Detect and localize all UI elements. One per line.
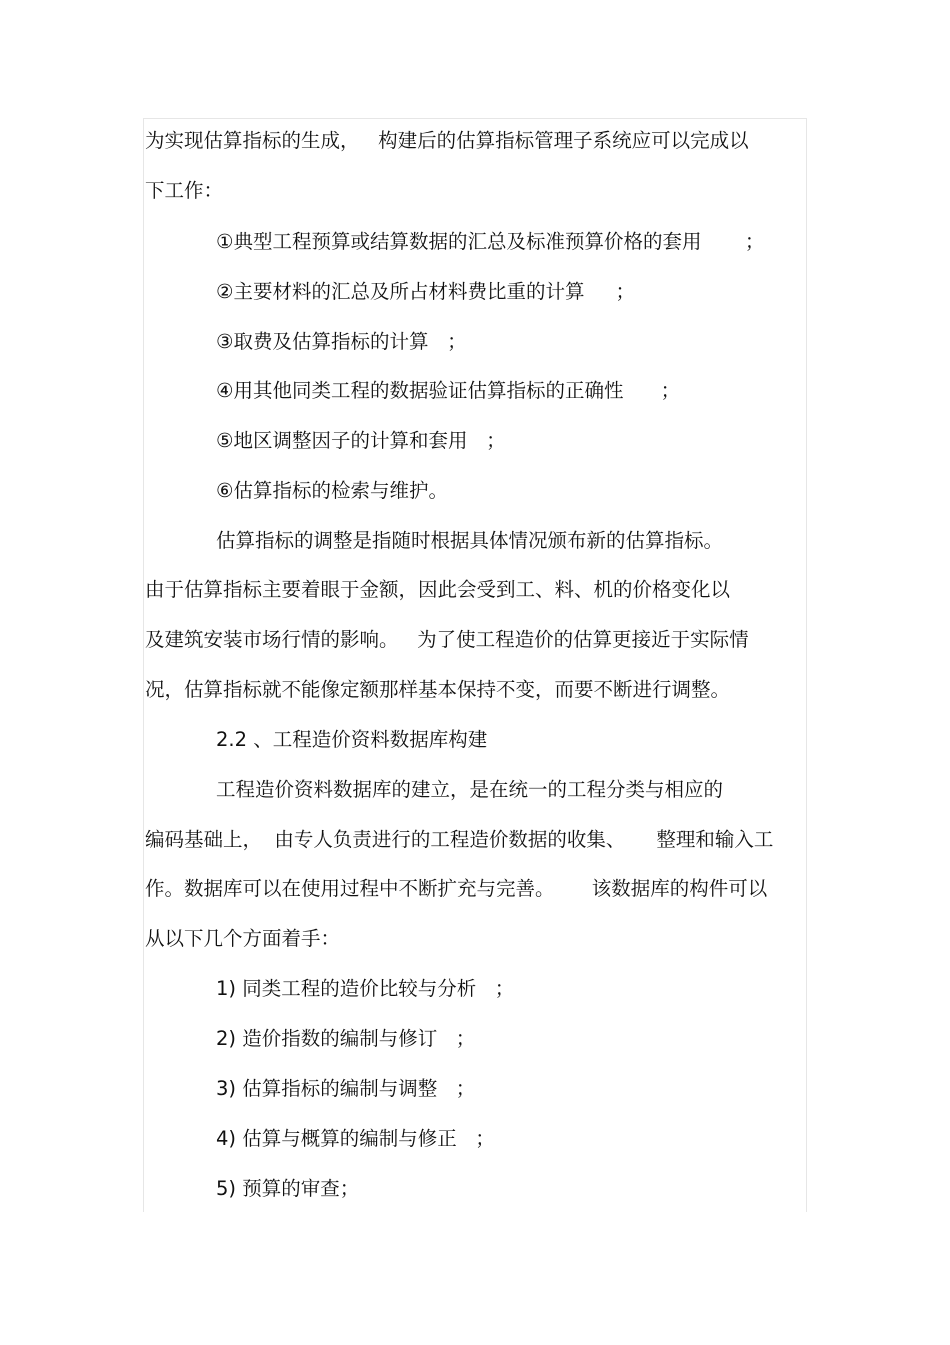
paragraph-start: 工程造价资料数据库的建立，是在统一的工程分类与相应的 — [216, 778, 724, 801]
text-line: 况，估算指标就不能像定额那样基本保持不变，而要不断进行调整。 — [145, 678, 731, 701]
list-item: 2) 造价指数的编制与修订 ； — [216, 1027, 476, 1050]
section-heading: 2.2 、工程造价资料数据库构建 — [216, 728, 488, 751]
text-line: 作。数据库可以在使用过程中不断扩充与完善。 该数据库的构件可以 — [145, 877, 768, 900]
text-line: 及建筑安装市场行情的影响。 为了使工程造价的估算更接近于实际情 — [145, 628, 749, 651]
list-item: ⑤地区调整因子的计算和套用 ； — [216, 429, 506, 452]
text-line: 编码基础上， 由专人负责进行的工程造价数据的收集、 整理和输入工 — [145, 828, 774, 851]
list-item: 3) 估算指标的编制与调整 ； — [216, 1077, 476, 1100]
text-line: 为实现估算指标的生成， 构建后的估算指标管理子系统应可以完成以 — [145, 129, 749, 152]
list-item: 5) 预算的审查； — [216, 1177, 360, 1200]
text-line: 从以下几个方面着手： — [145, 927, 341, 950]
list-item: ②主要材料的汇总及所占材料费比重的计算 ； — [216, 280, 635, 303]
text-line: 下工作： — [145, 179, 224, 202]
list-item: ④用其他同类工程的数据验证估算指标的正确性 ； — [216, 379, 681, 402]
paragraph-start: 估算指标的调整是指随时根据具体情况颁布新的估算指标。 — [216, 529, 724, 552]
list-item: ⑥估算指标的检索与维护。 — [216, 479, 448, 502]
list-item: 1) 同类工程的造价比较与分析 ； — [216, 977, 515, 1000]
list-item: ①典型工程预算或结算数据的汇总及标准预算价格的套用 ； — [216, 230, 765, 253]
list-item: 4) 估算与概算的编制与修正 ； — [216, 1127, 495, 1150]
list-item: ③取费及估算指标的计算 ； — [216, 330, 467, 353]
text-line: 由于估算指标主要着眼于金额，因此会受到工、料、机的价格变化以 — [145, 578, 731, 601]
